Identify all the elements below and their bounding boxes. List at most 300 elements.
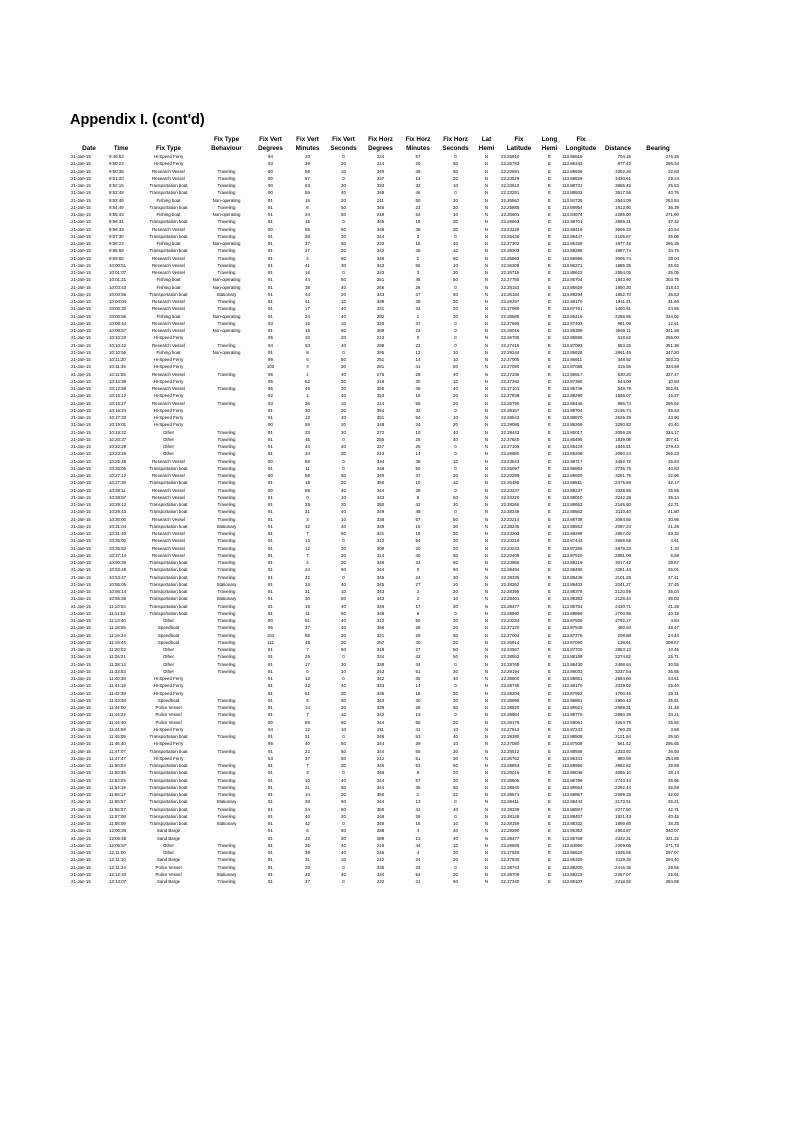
cell-bearing: 36.93 bbox=[668, 748, 679, 754]
cell-fix-horz-degrees: 309 bbox=[376, 545, 385, 551]
table-row bbox=[71, 327, 682, 334]
cell-bearing: 271.73 bbox=[665, 842, 679, 848]
cell-time: 10:03:43 bbox=[109, 284, 127, 290]
table-row bbox=[71, 704, 682, 711]
cell-distance: 2599.25 bbox=[615, 792, 631, 797]
cell-fix-vert-degrees: 91 bbox=[268, 480, 273, 486]
cell-time: 11:57:08 bbox=[109, 813, 126, 819]
cell-date: 21-Jan-15 bbox=[71, 161, 91, 167]
cell-fix-longitude: 113.84735 bbox=[562, 197, 583, 203]
table-row bbox=[71, 603, 682, 610]
cell-distance: 2475.69 bbox=[615, 480, 631, 486]
cell-bearing: 34.75 bbox=[668, 248, 679, 254]
cell-fix-latitude: 22.27755 bbox=[501, 277, 520, 283]
cell-fix-type: Hi-Speed Ferry bbox=[153, 683, 184, 689]
cell-date: 21-Jan-15 bbox=[71, 219, 91, 225]
cell-lat-hemi: N bbox=[484, 828, 489, 834]
cell-date: 21-Jan-15 bbox=[71, 639, 91, 645]
cell-date: 21-Jan-15 bbox=[71, 277, 91, 283]
cell-date: 21-Jan-15 bbox=[71, 175, 91, 181]
cell-fix-horz-degrees: 288 bbox=[376, 828, 385, 834]
cell-distance: 1852.70 bbox=[615, 291, 631, 297]
cell-bearing: 347.20 bbox=[665, 349, 679, 355]
cell-fix-horz-seconds: 0 bbox=[454, 509, 457, 515]
cell-fix-latitude: 22.27004 bbox=[501, 632, 520, 638]
cell-fix-type: Other bbox=[163, 436, 174, 442]
table-row bbox=[71, 175, 682, 182]
cell-date: 21-Jan-15 bbox=[71, 763, 91, 768]
cell-fix-type: Speedboat bbox=[157, 632, 180, 638]
cell-lat-hemi: N bbox=[484, 589, 489, 594]
column-header-fix-horz-minutes: Fix Horz Minutes bbox=[405, 136, 431, 152]
cell-lat-hemi: N bbox=[484, 806, 489, 812]
cell-fix-type-behaviour: Traveling bbox=[217, 734, 236, 739]
cell-fix-type-behaviour: Traveling bbox=[217, 589, 236, 594]
cell-long-hemi: E bbox=[548, 589, 551, 594]
cell-fix-horz-minutes: 25 bbox=[415, 444, 421, 449]
cell-fix-vert-degrees: 91 bbox=[268, 770, 273, 776]
cell-long-hemi: E bbox=[548, 458, 551, 464]
cell-fix-vert-minutes: 30 bbox=[305, 596, 310, 602]
cell-fix-longitude: 113.86595 bbox=[562, 335, 583, 341]
cell-lat-hemi: N bbox=[484, 567, 489, 573]
cell-fix-type-behaviour: Non-operating bbox=[212, 241, 241, 246]
cell-date: 21-Jan-15 bbox=[71, 313, 91, 319]
cell-fix-longitude: 113.87243 bbox=[562, 726, 583, 732]
cell-fix-longitude: 113.88298 bbox=[562, 531, 583, 536]
cell-fix-horz-seconds: 10 bbox=[453, 596, 458, 602]
cell-date: 21-Jan-15 bbox=[71, 190, 91, 196]
cell-fix-type-behaviour: Traveling bbox=[217, 473, 236, 478]
cell-fix-horz-seconds: 40 bbox=[453, 429, 458, 435]
cell-fix-vert-seconds: 50 bbox=[341, 357, 346, 362]
cell-fix-vert-seconds: 50 bbox=[341, 596, 346, 602]
cell-fix-type: Hi-Speed Ferry bbox=[153, 393, 184, 399]
cell-fix-vert-minutes: 22 bbox=[305, 835, 310, 841]
cell-fix-horz-degrees: 281 bbox=[376, 364, 385, 370]
cell-fix-latitude: 22.27080 bbox=[501, 741, 520, 747]
cell-date: 21-Jan-15 bbox=[71, 183, 91, 188]
cell-fix-latitude: 22.27105 bbox=[501, 444, 520, 449]
cell-fix-latitude: 22.28540 bbox=[501, 784, 520, 790]
cell-fix-horz-degrees: 251 bbox=[376, 277, 385, 283]
cell-fix-type-behaviour: Traveling bbox=[217, 879, 236, 884]
cell-fix-longitude: 113.89048 bbox=[562, 770, 583, 776]
cell-long-hemi: E bbox=[548, 407, 551, 413]
cell-fix-vert-minutes: 1 bbox=[306, 371, 309, 377]
cell-lat-hemi: N bbox=[484, 277, 489, 283]
cell-fix-latitude: 22.28149 bbox=[501, 813, 520, 819]
cell-fix-type: Fishing boat bbox=[156, 212, 181, 217]
cell-fix-horz-degrees: 272 bbox=[376, 429, 385, 435]
cell-bearing: 36.39 bbox=[668, 204, 679, 210]
cell-long-hemi: E bbox=[548, 429, 551, 435]
table-row bbox=[71, 247, 682, 254]
cell-bearing: 255.34 bbox=[665, 161, 679, 167]
cell-bearing: 255.92 bbox=[665, 400, 679, 406]
cell-fix-horz-degrees: 338 bbox=[376, 516, 385, 522]
table-row bbox=[71, 617, 682, 624]
cell-fix-vert-degrees: 91 bbox=[268, 792, 273, 797]
cell-fix-latitude: 22.27101 bbox=[501, 386, 520, 391]
cell-lat-hemi: N bbox=[484, 632, 489, 638]
cell-time: 10:31:40 bbox=[109, 531, 127, 536]
cell-date: 21-Jan-15 bbox=[71, 299, 91, 304]
column-header-date: Date bbox=[82, 144, 96, 152]
cell-lat-hemi: N bbox=[484, 712, 489, 718]
cell-fix-horz-seconds: 50 bbox=[453, 364, 458, 370]
cell-fix-type: Hi-Speed Ferry bbox=[153, 161, 184, 167]
table-row bbox=[71, 849, 682, 856]
cell-fix-vert-seconds: 30 bbox=[341, 429, 346, 435]
cell-time: 10:03:55 bbox=[109, 291, 127, 297]
cell-fix-latitude: 22.23956 bbox=[501, 560, 520, 565]
cell-fix-horz-seconds: 0 bbox=[454, 864, 457, 870]
page-title: Appendix I. (cont'd) bbox=[70, 112, 205, 128]
cell-long-hemi: E bbox=[548, 422, 551, 428]
table-row bbox=[71, 284, 682, 291]
cell-distance: 2881.08 bbox=[615, 552, 631, 558]
cell-fix-vert-minutes: 7 bbox=[306, 763, 309, 768]
cell-distance: 2120.59 bbox=[615, 589, 631, 594]
cell-fix-horz-minutes: 37 bbox=[415, 320, 421, 326]
cell-fix-vert-minutes: 40 bbox=[305, 813, 310, 819]
cell-fix-vert-minutes: 37 bbox=[305, 241, 310, 246]
cell-time: 10:55:05 bbox=[109, 581, 127, 587]
table-row bbox=[71, 479, 682, 486]
cell-distance: 3517.55 bbox=[615, 190, 631, 196]
cell-fix-horz-seconds: 10 bbox=[453, 842, 458, 848]
cell-fix-vert-degrees: 91 bbox=[268, 255, 273, 261]
cell-fix-type-behaviour: Traveling bbox=[217, 400, 236, 406]
cell-date: 21-Jan-15 bbox=[71, 494, 91, 500]
cell-distance: 3605.33 bbox=[615, 226, 631, 232]
table-row bbox=[71, 450, 682, 457]
cell-fix-vert-seconds: 30 bbox=[341, 835, 346, 841]
cell-bearing: 10.50 bbox=[668, 378, 679, 384]
cell-fix-latitude: 22.26680 bbox=[501, 451, 520, 457]
cell-fix-vert-degrees: 91 bbox=[268, 328, 273, 333]
cell-fix-horz-degrees: 343 bbox=[376, 668, 385, 674]
cell-long-hemi: E bbox=[548, 291, 551, 297]
cell-fix-latitude: 22.26790 bbox=[501, 400, 520, 406]
cell-fix-horz-seconds: 0 bbox=[454, 284, 457, 290]
cell-fix-longitude: 113.86399 bbox=[562, 328, 583, 333]
cell-bearing: 302.81 bbox=[665, 386, 679, 391]
cell-fix-vert-minutes: 51 bbox=[305, 690, 310, 696]
cell-fix-vert-minutes: 18 bbox=[305, 480, 310, 486]
cell-fix-vert-seconds: 50 bbox=[341, 784, 346, 790]
cell-lat-hemi: N bbox=[484, 371, 489, 377]
cell-long-hemi: E bbox=[548, 183, 551, 188]
cell-fix-longitude: 113.88738 bbox=[562, 516, 583, 522]
cell-fix-longitude: 113.88295 bbox=[562, 248, 583, 254]
cell-fix-vert-minutes: 42 bbox=[305, 821, 310, 826]
cell-lat-hemi: N bbox=[484, 407, 489, 413]
cell-distance: 1839.08 bbox=[615, 436, 631, 442]
cell-fix-vert-degrees: 91 bbox=[268, 538, 273, 544]
cell-fix-vert-minutes: 17 bbox=[305, 306, 310, 312]
cell-fix-horz-degrees: 349 bbox=[376, 734, 385, 739]
cell-fix-longitude: 113.85339 bbox=[562, 241, 583, 246]
cell-fix-vert-degrees: 91 bbox=[268, 581, 273, 587]
cell-fix-vert-minutes: 10 bbox=[305, 777, 310, 783]
cell-fix-longitude: 113.88920 bbox=[562, 473, 583, 478]
cell-fix-longitude: 113.88754 bbox=[562, 603, 583, 609]
cell-fix-vert-seconds: 40 bbox=[341, 313, 346, 319]
cell-fix-type: Research Vessel bbox=[152, 306, 185, 312]
cell-fix-vert-seconds: 30 bbox=[341, 545, 346, 551]
cell-long-hemi: E bbox=[548, 480, 551, 486]
cell-fix-horz-seconds: 30 bbox=[453, 531, 458, 536]
cell-fix-horz-degrees: 356 bbox=[376, 625, 385, 631]
cell-fix-vert-minutes: 34 bbox=[305, 581, 310, 587]
cell-fix-longitude: 113.86917 bbox=[562, 371, 583, 377]
cell-fix-vert-minutes: 41 bbox=[305, 299, 310, 304]
cell-fix-horz-degrees: 344 bbox=[376, 741, 385, 747]
table-row bbox=[71, 255, 682, 262]
cell-fix-vert-degrees: 91 bbox=[268, 277, 273, 283]
cell-long-hemi: E bbox=[548, 219, 551, 225]
cell-fix-vert-degrees: 90 bbox=[268, 226, 273, 232]
cell-fix-type: Research Vessel bbox=[152, 168, 185, 174]
cell-fix-horz-minutes: 54 bbox=[415, 212, 421, 217]
cell-time: 11:19:24 bbox=[109, 632, 126, 638]
cell-fix-horz-minutes: 14 bbox=[415, 683, 421, 689]
cell-fix-type-behaviour: Traveling bbox=[217, 864, 236, 870]
cell-fix-type-behaviour: Stationary bbox=[216, 799, 237, 805]
cell-fix-vert-seconds: 20 bbox=[341, 502, 346, 507]
cell-fix-horz-seconds: 50 bbox=[453, 763, 458, 768]
cell-distance: 1911.31 bbox=[615, 299, 631, 304]
cell-fix-horz-seconds: 50 bbox=[453, 277, 458, 283]
cell-distance: 2544.09 bbox=[615, 197, 631, 203]
table-row bbox=[71, 682, 682, 689]
cell-fix-type: Research Vessel bbox=[152, 494, 185, 500]
cell-fix-type-behaviour: Traveling bbox=[217, 248, 236, 254]
cell-fix-horz-seconds: 30 bbox=[453, 603, 458, 609]
cell-date: 21-Jan-15 bbox=[71, 386, 91, 391]
cell-fix-horz-minutes: 26 bbox=[415, 284, 421, 290]
cell-fix-type-behaviour: Traveling bbox=[217, 219, 236, 225]
cell-fix-vert-degrees: 91 bbox=[268, 407, 273, 413]
cell-fix-horz-minutes: 24 bbox=[415, 857, 421, 863]
cell-long-hemi: E bbox=[548, 639, 551, 645]
cell-date: 21-Jan-15 bbox=[71, 335, 91, 341]
table-row bbox=[71, 516, 682, 523]
cell-long-hemi: E bbox=[548, 625, 551, 631]
cell-fix-vert-minutes: 32 bbox=[305, 523, 310, 529]
cell-fix-horz-seconds: 10 bbox=[453, 821, 458, 826]
cell-distance: 2128.44 bbox=[615, 596, 631, 602]
cell-long-hemi: E bbox=[548, 864, 551, 870]
cell-date: 21-Jan-15 bbox=[71, 850, 91, 855]
cell-fix-vert-minutes: 49 bbox=[305, 386, 310, 391]
cell-fix-horz-seconds: 40 bbox=[453, 806, 458, 812]
table-row bbox=[71, 407, 682, 414]
cell-fix-type-behaviour: Stationary bbox=[216, 291, 237, 297]
cell-fix-horz-degrees: 346 bbox=[376, 821, 385, 826]
cell-lat-hemi: N bbox=[484, 284, 489, 290]
cell-long-hemi: E bbox=[548, 299, 551, 304]
cell-long-hemi: E bbox=[548, 284, 551, 290]
cell-fix-latitude: 22.26097 bbox=[501, 465, 520, 471]
cell-fix-longitude: 113.88775 bbox=[562, 712, 583, 718]
cell-fix-type: Sand Barge bbox=[156, 828, 181, 834]
cell-fix-longitude: 113.87761 bbox=[562, 306, 583, 312]
cell-long-hemi: E bbox=[548, 697, 551, 703]
cell-bearing: 10.45 bbox=[668, 647, 679, 652]
cell-fix-vert-seconds: 40 bbox=[341, 603, 346, 609]
cell-fix-vert-degrees: 91 bbox=[268, 610, 273, 616]
cell-date: 21-Jan-15 bbox=[71, 364, 91, 370]
cell-fix-horz-minutes: 4 bbox=[416, 828, 420, 834]
table-row bbox=[71, 842, 682, 849]
cell-long-hemi: E bbox=[548, 161, 551, 167]
cell-bearing: 35.53 bbox=[668, 291, 679, 297]
cell-date: 21-Jan-15 bbox=[71, 429, 91, 435]
cell-fix-vert-degrees: 91 bbox=[268, 748, 273, 754]
cell-date: 21-Jan-15 bbox=[71, 378, 91, 384]
cell-fix-vert-minutes: 37 bbox=[305, 248, 310, 254]
cell-fix-vert-seconds: 30 bbox=[341, 407, 346, 413]
cell-fix-latitude: 22.26663 bbox=[501, 219, 520, 225]
cell-distance: 2173.51 bbox=[615, 799, 631, 805]
cell-bearing: 303.23 bbox=[665, 357, 679, 362]
cell-fix-horz-seconds: 10 bbox=[453, 741, 458, 747]
cell-fix-longitude: 113.88953 bbox=[562, 465, 583, 471]
table-row bbox=[71, 588, 682, 595]
cell-date: 21-Jan-15 bbox=[71, 480, 91, 486]
cell-fix-type: Research Vessel bbox=[152, 255, 185, 261]
cell-date: 21-Jan-15 bbox=[71, 618, 91, 623]
cell-lat-hemi: N bbox=[484, 697, 489, 703]
cell-fix-longitude: 113.89237 bbox=[562, 487, 583, 493]
cell-date: 21-Jan-15 bbox=[71, 567, 91, 573]
cell-fix-vert-degrees: 91 bbox=[268, 545, 273, 551]
cell-long-hemi: E bbox=[548, 683, 551, 689]
cell-fix-horz-degrees: 295 bbox=[376, 349, 385, 355]
cell-lat-hemi: N bbox=[484, 748, 489, 754]
cell-fix-type-behaviour: Traveling bbox=[217, 697, 236, 703]
cell-date: 21-Jan-15 bbox=[71, 799, 91, 805]
cell-fix-longitude: 113.88170 bbox=[562, 299, 583, 304]
table-row bbox=[71, 204, 682, 211]
cell-fix-type-behaviour: Traveling bbox=[217, 320, 236, 326]
table-row bbox=[71, 342, 682, 349]
cell-fix-longitude: 113.86352 bbox=[562, 828, 583, 834]
cell-time: 10:12:39 bbox=[109, 378, 127, 384]
cell-date: 21-Jan-15 bbox=[71, 668, 91, 674]
cell-time: 9:50:23 bbox=[109, 161, 124, 167]
table-row bbox=[71, 458, 682, 465]
cell-fix-vert-degrees: 91 bbox=[268, 821, 273, 826]
cell-fix-type: Speedboat bbox=[157, 697, 180, 703]
cell-fix-type: Transportation boat bbox=[149, 567, 188, 573]
cell-fix-horz-seconds: 20 bbox=[453, 719, 458, 725]
cell-fix-horz-minutes: 46 bbox=[415, 190, 421, 196]
cell-lat-hemi: N bbox=[484, 487, 489, 493]
table-body bbox=[71, 153, 682, 885]
cell-lat-hemi: N bbox=[484, 444, 489, 449]
cell-fix-type: Transportation boat bbox=[149, 799, 188, 805]
column-header-fix-type: Fix Type bbox=[155, 144, 182, 152]
cell-fix-longitude: 113.88597 bbox=[562, 806, 583, 812]
cell-fix-horz-degrees: 219 bbox=[376, 212, 385, 217]
cell-fix-type-behaviour: Stationary bbox=[216, 821, 237, 826]
cell-fix-latitude: 22.29344 bbox=[501, 349, 520, 355]
cell-fix-type-behaviour: Traveling bbox=[217, 545, 236, 551]
cell-fix-horz-degrees: 334 bbox=[376, 871, 385, 877]
cell-fix-vert-seconds: 50 bbox=[341, 799, 346, 805]
cell-fix-vert-degrees: 92 bbox=[268, 393, 273, 399]
table-row bbox=[71, 777, 682, 784]
cell-fix-horz-minutes: 34 bbox=[415, 560, 421, 565]
cell-fix-vert-degrees: 91 bbox=[268, 465, 273, 471]
cell-lat-hemi: N bbox=[484, 516, 489, 522]
table-row bbox=[71, 864, 682, 871]
cell-distance: 561.42 bbox=[617, 741, 631, 747]
cell-fix-type: Other bbox=[163, 654, 174, 660]
cell-long-hemi: E bbox=[548, 647, 551, 652]
cell-fix-vert-seconds: 10 bbox=[341, 589, 346, 594]
cell-long-hemi: E bbox=[548, 516, 551, 522]
cell-fix-vert-degrees: 91 bbox=[268, 857, 273, 863]
cell-fix-horz-minutes: 55 bbox=[415, 400, 421, 406]
cell-fix-vert-seconds: 40 bbox=[341, 581, 346, 587]
cell-fix-horz-seconds: 50 bbox=[453, 654, 458, 660]
cell-bearing: 30.55 bbox=[668, 661, 679, 667]
cell-fix-vert-degrees: 91 bbox=[268, 777, 273, 783]
cell-fix-horz-seconds: 20 bbox=[453, 400, 458, 406]
cell-long-hemi: E bbox=[548, 734, 551, 739]
cell-time: 11:52:25 bbox=[109, 777, 126, 783]
cell-distance: 548.79 bbox=[617, 386, 631, 391]
table-row bbox=[71, 197, 682, 204]
cell-fix-type: Research Vessel bbox=[152, 342, 185, 348]
cell-lat-hemi: N bbox=[484, 690, 489, 696]
cell-long-hemi: E bbox=[548, 603, 551, 609]
cell-fix-vert-seconds: 30 bbox=[341, 552, 346, 558]
cell-fix-horz-seconds: 0 bbox=[454, 320, 457, 326]
cell-bearing: 334.59 bbox=[665, 364, 679, 370]
table-row bbox=[71, 784, 682, 791]
cell-fix-latitude: 22.29016 bbox=[501, 770, 520, 776]
cell-fix-vert-seconds: 20 bbox=[341, 248, 346, 254]
cell-long-hemi: E bbox=[548, 741, 551, 747]
cell-fix-vert-seconds: 0 bbox=[342, 465, 345, 471]
cell-fix-latitude: 22.26297 bbox=[501, 299, 520, 304]
cell-distance: 2560.11 bbox=[615, 328, 631, 333]
cell-date: 21-Jan-15 bbox=[71, 393, 91, 399]
cell-fix-vert-minutes: 13 bbox=[305, 415, 310, 420]
cell-bearing: 38.25 bbox=[668, 821, 679, 826]
cell-lat-hemi: N bbox=[484, 864, 489, 870]
cell-distance: 2416.35 bbox=[615, 864, 631, 870]
cell-fix-type: Transportation boat bbox=[149, 560, 188, 565]
cell-bearing: 35.04 bbox=[668, 589, 679, 594]
cell-date: 21-Jan-15 bbox=[71, 690, 91, 696]
cell-time: 12:12:40 bbox=[109, 871, 127, 877]
cell-fix-latitude: 22.27236 bbox=[501, 371, 520, 377]
cell-fix-vert-degrees: 91 bbox=[268, 197, 273, 203]
cell-fix-latitude: 22.26783 bbox=[501, 161, 520, 167]
cell-fix-vert-seconds: 30 bbox=[341, 364, 346, 370]
cell-fix-horz-degrees: 342 bbox=[376, 712, 385, 718]
cell-fix-vert-degrees: 91 bbox=[268, 654, 273, 660]
cell-bearing: 37.32 bbox=[668, 219, 679, 225]
cell-fix-type-behaviour bbox=[202, 160, 251, 167]
